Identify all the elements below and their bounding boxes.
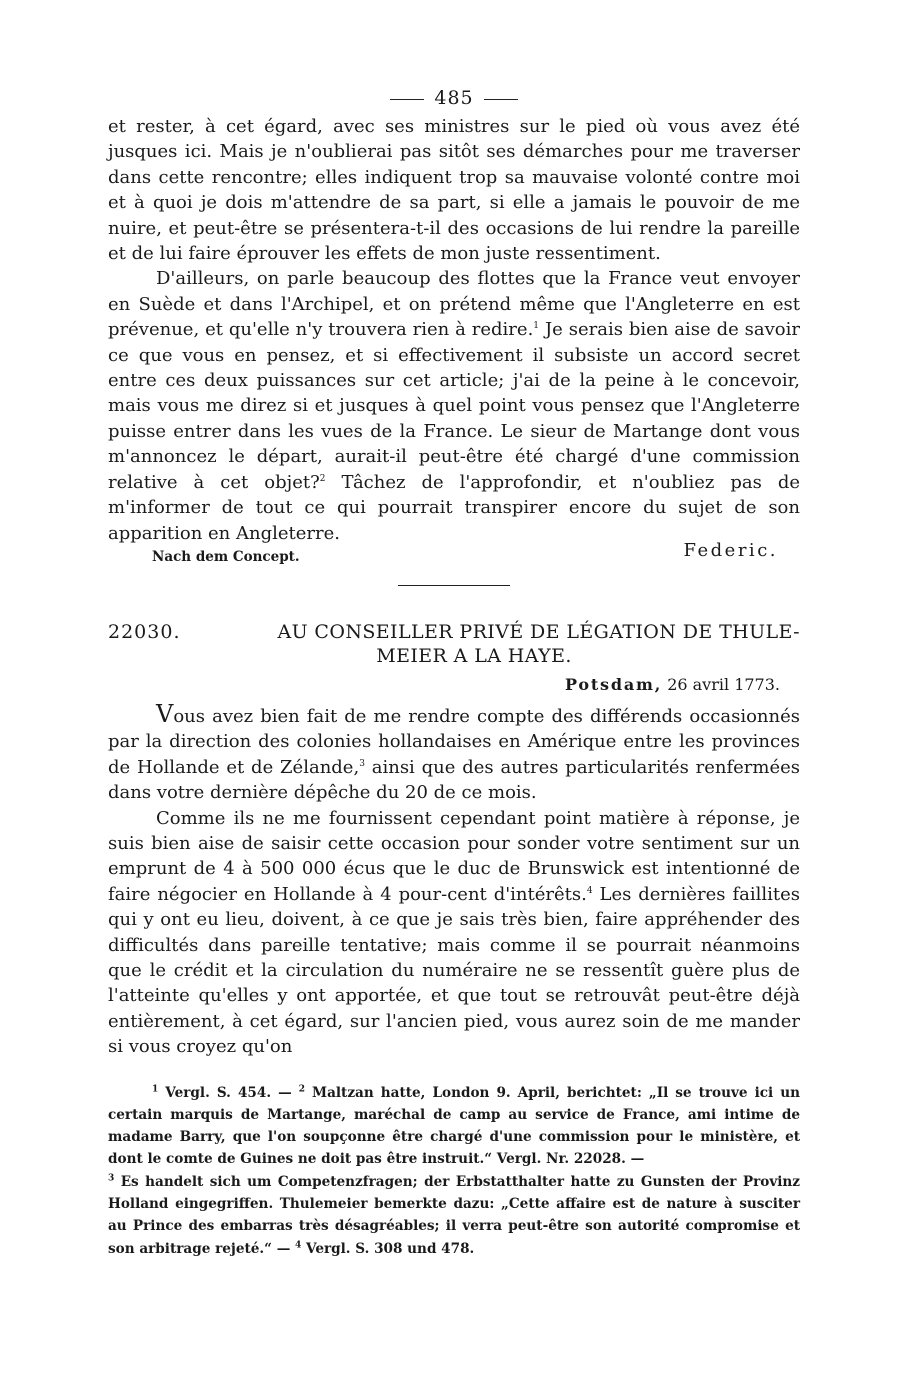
signature: Federic. (683, 539, 778, 561)
document-page (108, 86, 800, 1260)
footnote-mark-1: 1 (152, 1084, 159, 1095)
date-text: 26 avril 1773. (662, 674, 780, 694)
date-place: Potsdam, (564, 674, 663, 694)
letter1-paragraph-2-part-b: Je serais bien aise de savoir ce que vous en pensez, et si effectivement il subsiste un accord secret entre ces deux puissances sur cet article; j'ai de la peine à le concevoir, mais vous me direz si et jusques à quel point vous pensez que l'Angleterre puisse entrer dans les vues de la France. Le sieur de Martange dont vous m'annoncez le départ, aurait-il peut-être été chargé d'une commission relative à cet objet? (108, 319, 800, 493)
footnote-block-2 (108, 1171, 800, 1260)
letter-date (108, 674, 780, 696)
letter2-paragraph-2-part-b: Les dernières faillites qui y ont eu lieu, doivent, à ce que je sais très bien, faire appréhender des difficultés dans pareille tentative; mais comme il se pourrait néanmoins que le crédit et la circulation du numéraire ne se ressentît guère plus de l'atteinte qu'elles y ont apportée, et que tout se retrouvât peut-être déjà entièrement, à cet égard, sur l'ancien pied, vous aurez soin de me mander si vous croyez qu'on (108, 883, 800, 1058)
letter1-paragraph-2-part-a: D'ailleurs, on parle beaucoup des flottes que la France veut envoyer en Suède et dans l'Archipel, et on prétend même que l'Angleterre en est prévenue, et qu'elle n'y trouvera rien à redire. (108, 268, 800, 341)
footnote-1-text: Vergl. S. 454. — (158, 1084, 299, 1101)
letter-number: 22030. (108, 620, 181, 643)
letter1-paragraph-1: et rester, à cet égard, avec ses ministres sur le pied où vous avez été jusques ici. Mais je n'oublierai pas sitôt ses démarches pour me traverser dans cette rencontre; elles indiquent trop sa mauvaise volonté contre moi et à quoi je dois m'attendre de sa part, si elle a jamais le pouvoir de me nuire, et peut-être se présentera-t-il des occasions de lui rendre la pareille et de lui faire éprouver les effets de mon juste ressentiment. (108, 116, 800, 265)
page-number-text: 485 (434, 87, 474, 109)
letter2-paragraph-1-part-b: ainsi que des autres particularités renfermées dans votre dernière dépêche du 20 de ce mois. (108, 756, 800, 804)
footnote-mark-3: 3 (108, 1173, 115, 1184)
footnote-mark-4: 4 (295, 1240, 302, 1251)
footnote-ref-2: 2 (319, 473, 326, 484)
dropcap: V (156, 699, 174, 728)
footnote-ref-1: 1 (533, 321, 540, 332)
page-number-dash-right (484, 99, 518, 100)
letter1-paragraph-2 (108, 266, 800, 545)
footnote-block-1 (108, 1082, 800, 1171)
heading-line-1 (108, 620, 800, 644)
footnote-mark-2: 2 (298, 1084, 305, 1095)
section-separator (398, 585, 510, 586)
letter2-paragraph-1 (108, 699, 800, 806)
letter2-body (108, 699, 800, 1060)
page-number-dash-left (390, 99, 424, 100)
footnote-2-text: Maltzan hatte, London 9. April, berichtet: „Il se trouve ici un certain marquis de Martange, maréchal de camp au service de France, ami intime de madame Barry, que l'on soupçonne être chargé d'une commission pour le ministère, et dont le comte de Guines ne doit pas être instruit.“ Vergl. Nr. 22028. — (108, 1084, 800, 1168)
letter-continuation (108, 114, 800, 567)
footnote-ref-4: 4 (586, 885, 593, 896)
letter2-paragraph-2 (108, 806, 800, 1060)
footnote-4-text: Vergl. S. 308 und 478. (301, 1240, 475, 1257)
heading-title-line-2: MEIER A LA HAYE. (376, 644, 572, 667)
page-number (108, 86, 800, 114)
letter1-paragraph-2-part-c: Tâchez de l'approfondir, et n'oubliez pas de m'informer de tout ce qui pourrait transpirer encore du sujet de son apparition en Angleterre. (108, 471, 800, 544)
letter-heading (108, 620, 800, 696)
footnote-3-text: Es handelt sich um Competenzfragen; der Erbstatthalter hatte zu Gunsten der Provinz Holland eingegriffen. Thulemeier bemerkte dazu: „Cette affaire est de nature à susciter au Prince des embarras très désagréables; il verra peut-être son autorité compromise et son arbitrage rejeté.“ — (108, 1173, 800, 1257)
letter2-paragraph-2-part-a: Comme ils ne me fournissent cependant point matière à réponse, je suis bien aise de saisir cette occasion pour sonder votre sentiment sur un emprunt de 4 à 500 000 écus que le duc de Brunswick est intentionné de faire négocier en Hollande à 4 pour-cent d'intérêts. (108, 807, 800, 905)
heading-title-line-1: AU CONSEILLER PRIVÉ DE LÉGATION DE THULE- (277, 620, 800, 643)
footnotes (108, 1082, 800, 1260)
footnote-ref-3: 3 (359, 758, 365, 769)
source-note: Nach dem Concept. (152, 548, 300, 565)
letter2-paragraph-1-part-a: ous avez bien fait de me rendre compte des différends occasionnés par la direction des colonies hollandaises en Amérique entre les provinces de Hollande et de Zélande, (108, 705, 800, 778)
